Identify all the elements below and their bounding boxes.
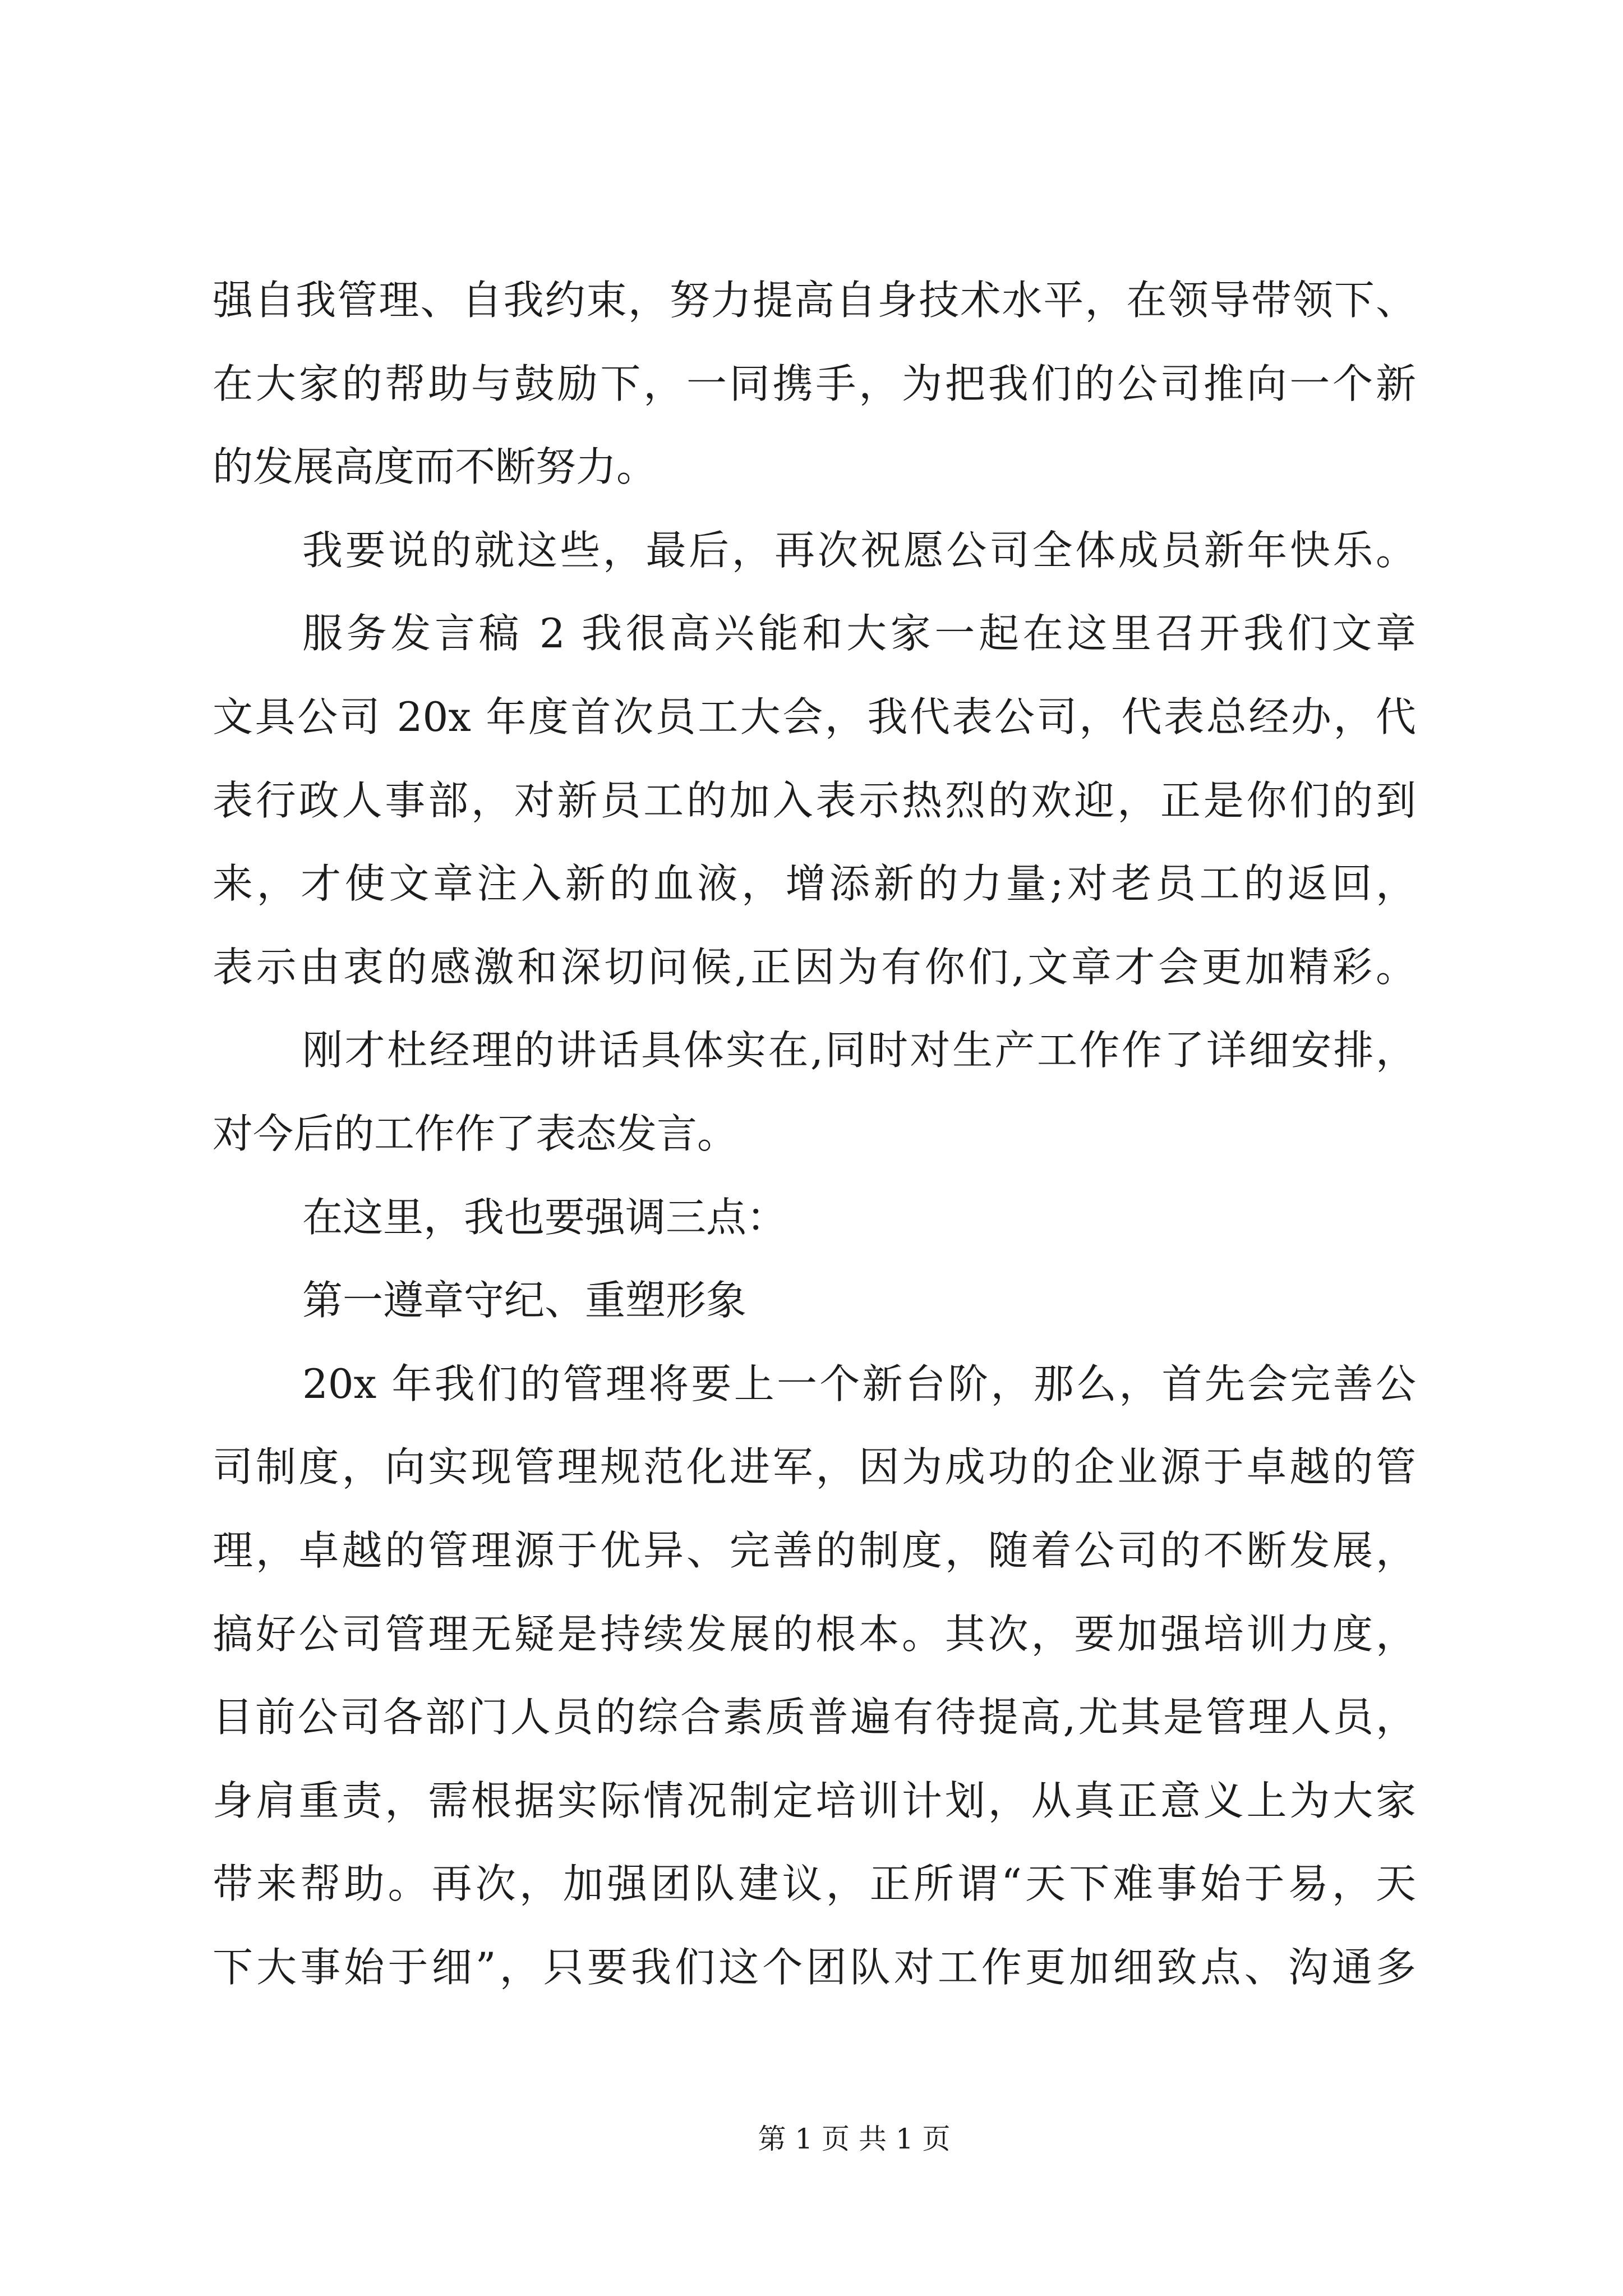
document-body	[213, 259, 1416, 2009]
text-line: 20x 年我们的管理将要上一个新台阶，那么，首先会完善公	[302, 1360, 1416, 1407]
text-line: 司制度，向实现管理规范化进军，因为成功的企业源于卓越的管	[213, 1443, 1416, 1491]
paragraph	[213, 592, 1416, 1009]
text-line: 在大家的帮助与鼓励下，一同携手，为把我们的公司推向一个新	[213, 360, 1416, 407]
text-line: 来，才使文章注入新的血液，增添新的力量;对老员工的返回，	[213, 860, 1416, 908]
paragraph	[213, 1009, 1416, 1175]
text-line: 的发展高度而不断努力。	[213, 443, 657, 491]
text-line: 第一遵章守纪、重塑形象	[302, 1277, 747, 1324]
paragraph	[213, 509, 1416, 592]
paragraph	[213, 1176, 1416, 1259]
text-line: 表行政人事部，对新员工的加入表示热烈的欢迎，正是你们的到	[213, 776, 1416, 824]
text-line: 目前公司各部门人员的综合素质普遍有待提高,尤其是管理人员，	[213, 1694, 1416, 1741]
text-line: 理，卓越的管理源于优异、完善的制度，随着公司的不断发展，	[213, 1526, 1416, 1574]
text-line: 带来帮助。再次，加强团队建议，正所谓“天下难事始于易，天	[213, 1860, 1416, 1908]
text-line: 刚才杜经理的讲话具体实在,同时对生产工作作了详细安排，	[302, 1027, 1416, 1074]
text-line: 身肩重责，需根据实际情况制定培训计划，从真正意义上为大家	[213, 1777, 1416, 1824]
text-line: 搞好公司管理无疑是持续发展的根本。其次，要加强培训力度，	[213, 1610, 1416, 1658]
text-line: 强自我管理、自我约束，努力提高自身技术水平，在领导带领下、	[213, 277, 1416, 324]
text-line: 我要说的就这些，最后，再次祝愿公司全体成员新年快乐。	[302, 526, 1416, 574]
page-number-footer: 第 1 页 共 1 页	[758, 2123, 951, 2155]
text-line: 服务发言稿 2 我很高兴能和大家一起在这里召开我们文章	[302, 610, 1416, 657]
section-heading	[213, 1259, 1416, 1342]
text-line: 下大事始于细”，只要我们这个团队对工作更加细致点、沟通多	[213, 1943, 1416, 1991]
paragraph	[213, 1342, 1416, 2009]
paragraph	[213, 259, 1416, 509]
text-line: 对今后的工作作了表态发言。	[213, 1110, 738, 1157]
text-line: 文具公司 20x 年度首次员工大会，我代表公司，代表总经办，代	[213, 693, 1416, 740]
text-line: 在这里，我也要强调三点：	[302, 1193, 787, 1241]
text-line: 表示由衷的感激和深切问候,正因为有你们,文章才会更加精彩。	[213, 943, 1416, 991]
